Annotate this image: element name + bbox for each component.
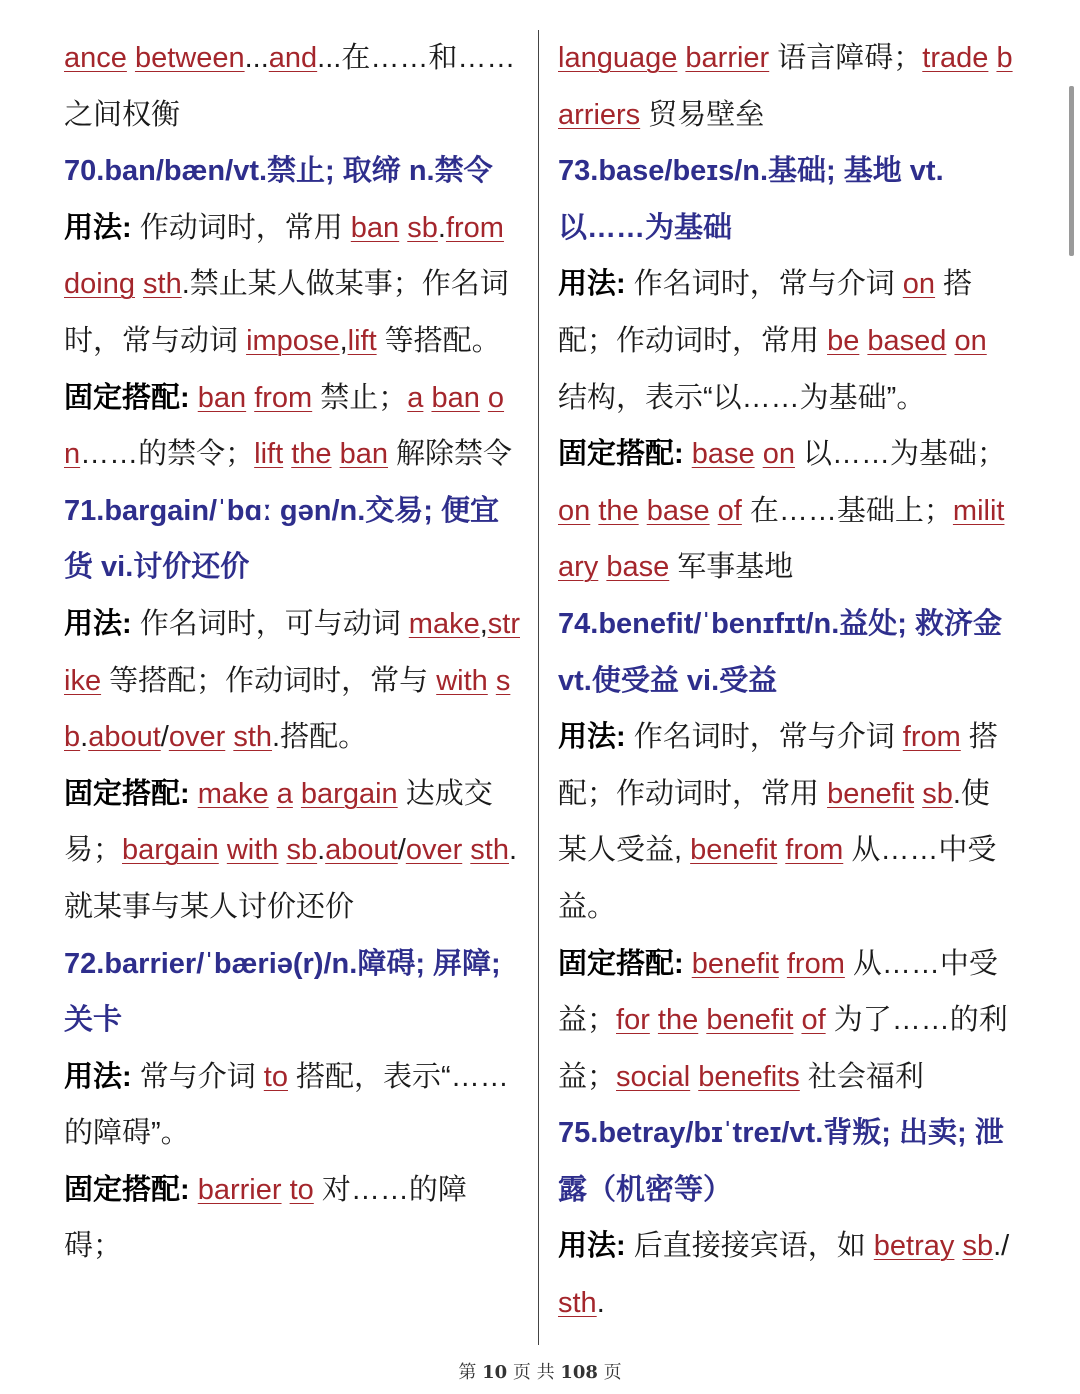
entry-usage-72: 用法: 常与介词 to 搭配，表示“……的障碍”。 (64, 1060, 509, 1150)
page-footer: 第 10 页 共 108 页 (458, 1362, 622, 1383)
right-column (558, 30, 1018, 1332)
entry-heading-74: 74.benefit/ˈbenɪfɪt/n.益处; 救济金 vt.使受益 vi.受益 (558, 607, 1003, 697)
entry-usage-75: 用法: 后直接接宾语，如 betray sb./sth. (558, 1230, 1010, 1320)
continuation-text: ance between...and...在……和……之间权衡 (64, 42, 516, 131)
entry-heading-70: 70.ban/bæn/vt.禁止; 取缔 n.禁令 (64, 155, 493, 188)
continuation-text: language barrier 语言障碍；trade barriers 贸易壁垒 (558, 42, 1013, 131)
entry-heading-72: 72.barrier/ˈbæriə(r)/n.障碍; 屏障; 关卡 (64, 947, 501, 1037)
entry-fixed-70: 固定搭配: ban from 禁止；a ban on……的禁令；lift the ban 解除禁令 (64, 381, 513, 471)
entry-fixed-74: 固定搭配: benefit from 从……中受益；for the benefit of 为了……的利益；social benefits 社会福利 (558, 947, 1008, 1093)
entry-usage-73: 用法: 作名词时，常与介词 on 搭配；作动词时，常用 be based on 结构，表示“以……为基础”。 (558, 268, 987, 414)
scrollbar-thumb[interactable] (1069, 86, 1074, 256)
entry-usage-71: 用法: 作名词时，可与动词 make,strike 等搭配；作动词时，常与 with sb.about/over sth.搭配。 (64, 607, 520, 754)
page-total: 108 (560, 1362, 598, 1383)
entry-heading-73: 73.base/beɪs/n.基础; 基地 vt.以……为基础 (558, 155, 944, 244)
entry-fixed-71: 固定搭配: make a bargain 达成交易；bargain with sb.about/over sth.就某事与某人讨价还价 (64, 777, 518, 923)
left-column (64, 30, 524, 1275)
entry-usage-74: 用法: 作名词时，常与介词 from 搭配；作动词时，常用 benefit sb.使某人受益, benefit from 从……中受益。 (558, 721, 998, 923)
entry-heading-75: 75.betray/bɪˈtreɪ/vt.背叛; 出卖; 泄露（机密等） (558, 1117, 1004, 1206)
column-divider (538, 30, 539, 1345)
entry-usage-70: 用法: 作动词时，常用 ban sb.from doing sth.禁止某人做某事；作名词时，常与动词 impose,lift 等搭配。 (64, 211, 509, 357)
entry-fixed-72: 固定搭配: barrier to 对……的障碍； (64, 1173, 467, 1263)
entry-heading-71: 71.bargain/ˈbɑː gən/n.交易; 便宜货 vi.讨价还价 (64, 494, 500, 584)
page-number: 10 (482, 1362, 508, 1383)
entry-fixed-73: 固定搭配: base on 以……为基础；on the base of 在……基础上；military base 军事基地 (558, 438, 1007, 584)
